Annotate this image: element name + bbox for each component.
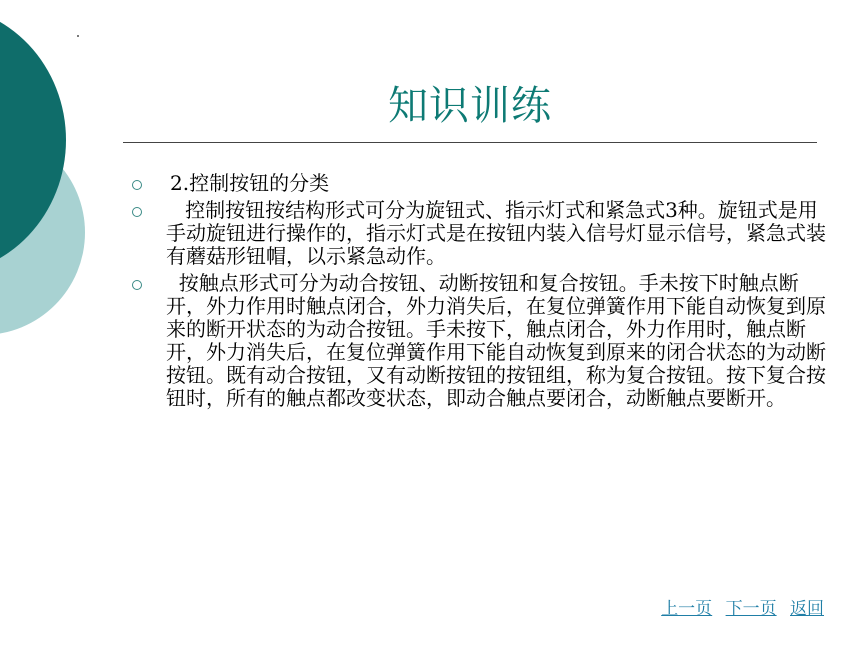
bullet-text: 2.控制按钮的分类: [170, 171, 330, 195]
slide-content: [132, 172, 832, 414]
bullet-item-structure: [132, 199, 832, 268]
slide-navigation: [653, 598, 824, 620]
bullet-item-heading: [132, 172, 832, 195]
bullet-circle-icon: [132, 280, 142, 290]
prev-page-link[interactable]: 上一页: [661, 599, 713, 619]
bullet-circle-icon: [132, 207, 142, 217]
back-link[interactable]: 返回: [790, 599, 824, 619]
bullet-circle-icon: [132, 180, 142, 190]
slide-title: 知识训练: [388, 83, 552, 129]
title-divider: [123, 142, 817, 143]
bullet-item-contact: [132, 272, 832, 410]
bullet-text: 按触点形式可分为动合按钮、动断按钮和复合按钮。手未按下时触点断开，外力作用时触点闭合，外力消失后，在复位弹簧作用下能自动恢复到原来的断开状态的为动合按钮。手未按下，触点闭合，外力作用时，触点断开，外力消失后，在复位弹簧作用下能自动恢复到原来的闭合状态的为动断按钮。既有动合按钮，又有动断按钮的按钮组，称为复合按钮。按下复合按钮时，所有的触点都改变状态，即动合触点要闭合，动断触点要断开。: [166, 271, 826, 410]
next-page-link[interactable]: 下一页: [725, 599, 777, 619]
decorative-dot: [77, 35, 79, 37]
bullet-text: 控制按钮按结构形式可分为旋钮式、指示灯式和紧急式3种。旋钮式是用手动旋钮进行操作的，指示灯式是在按钮内装入信号灯显示信号，紧急式装有蘑菇形钮帽，以示紧急动作。: [166, 198, 826, 268]
